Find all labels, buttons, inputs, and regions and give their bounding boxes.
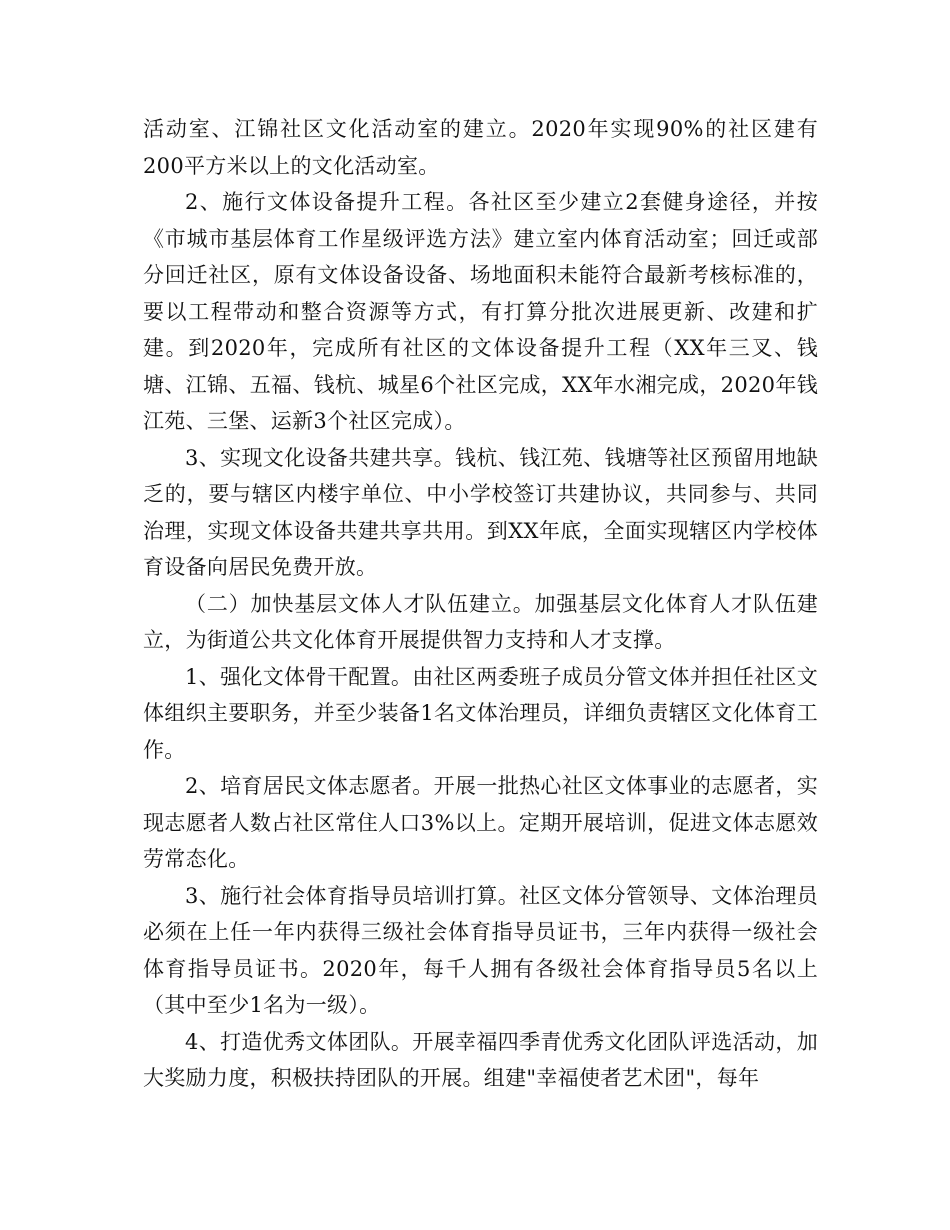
paragraph-item-4-teams: 4、打造优秀文体团队。开展幸福四季青优秀文化团队评选活动，加大奖励力度，积极扶持团队的开展。组建"幸福使者艺术团"，每年: [143, 1029, 818, 1090]
document-body: [143, 111, 818, 1097]
paragraph-section-2-heading: （二）加快基层文体人才队伍建立。加强基层文化体育人才队伍建立，为街道公共文化体育开展提供智力支持和人才支撑。: [143, 591, 818, 652]
paragraph-item-2-volunteers: 2、培育居民文体志愿者。开展一批热心社区文体事业的志愿者，实现志愿者人数占社区常住人口3%以上。定期开展培训，促进文体志愿效劳常态化。: [143, 774, 818, 871]
paragraph-item-3-shared-facilities: 3、实现文化设备共建共享。钱杭、钱江苑、钱塘等社区预留用地缺乏的，要与辖区内楼宇单位、中小学校签订共建协议，共同参与、共同治理，实现文体设备共建共享共用。到XX年底，全面实现辖区内学校体育设备向居民免费开放。: [143, 445, 818, 579]
paragraph-item-3-instructor-training: 3、施行社会体育指导员培训打算。社区文体分管领导、文体治理员必须在上任一年内获得三级社会体育指导员证书，三年内获得一级社会体育指导员证书。2020年，每千人拥有各级社会体育指导员5名以上（其中至少1名为一级）。: [143, 883, 818, 1017]
paragraph-item-1-staffing: 1、强化文体骨干配置。由社区两委班子成员分管文体并担任社区文体组织主要职务，并至少装备1名文体治理员，详细负责辖区文化体育工作。: [143, 664, 818, 762]
paragraph-item-2-facility-upgrade: 2、施行文体设备提升工程。各社区至少建立2套健身途径，并按《市城市基层体育工作星级评选方法》建立室内体育活动室；回迁或部分回迁社区，原有文体设备设备、场地面积未能符合最新考核标准的，要以工程带动和整合资源等方式，有打算分批次进展更新、改建和扩建。到2020年，完成所有社区的文体设备提升工程（XX年三叉、钱塘、江锦、五福、钱杭、城星6个社区完成，XX年水湘完成，2020年钱江苑、三堡、运新3个社区完成）。: [143, 190, 818, 433]
paragraph-continuation: 活动室、江锦社区文化活动室的建立。2020年实现90%的社区建有200平方米以上的文化活动室。: [143, 117, 818, 178]
